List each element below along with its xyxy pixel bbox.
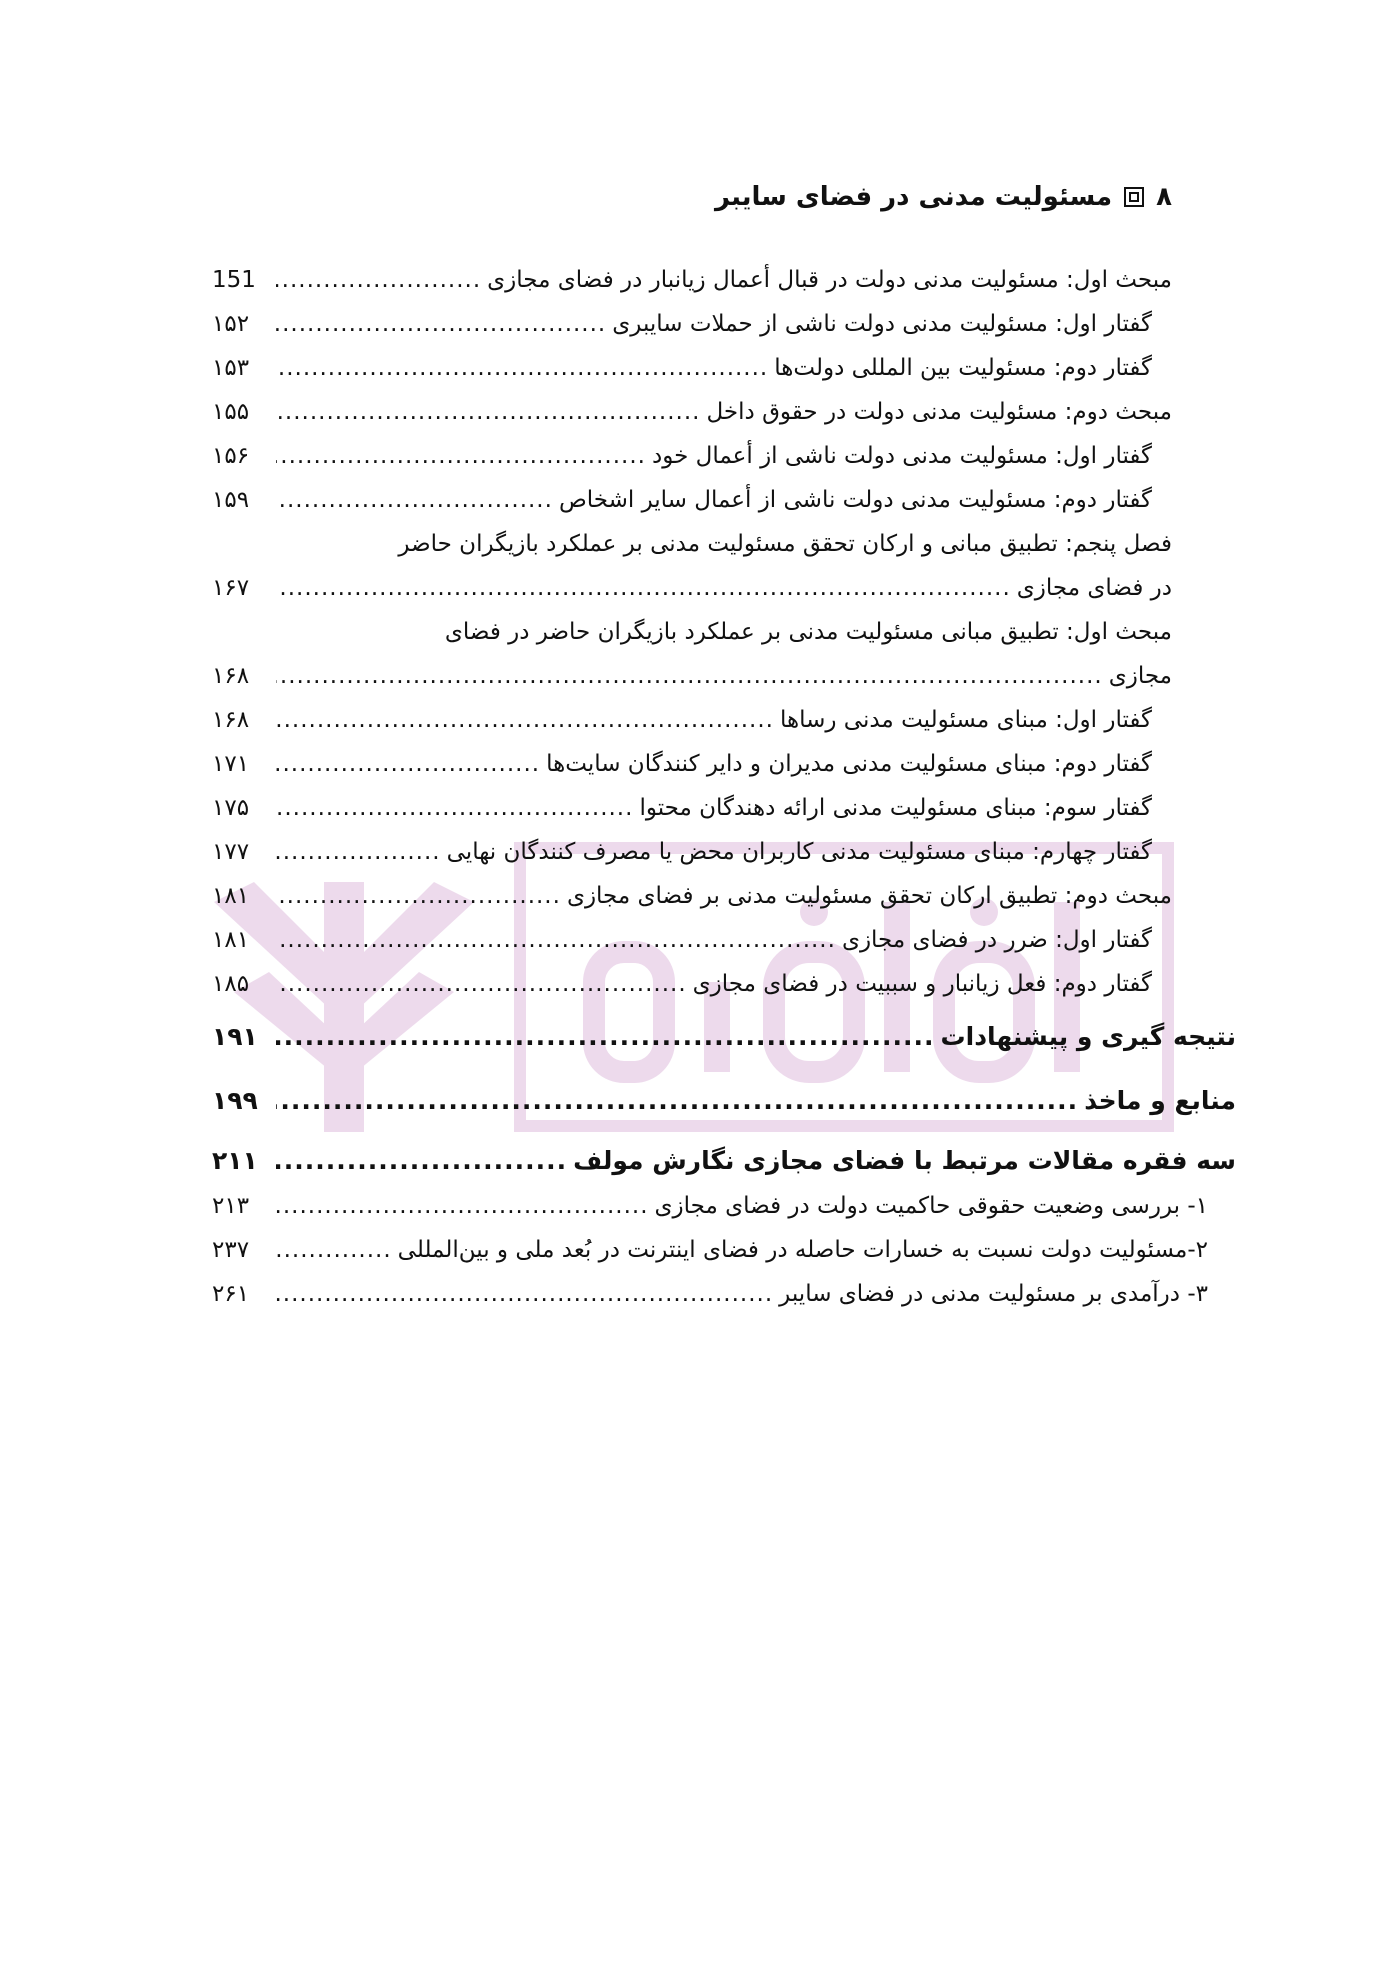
running-header bbox=[715, 182, 1172, 212]
toc-entry-page: ۲۱۱ bbox=[212, 1146, 258, 1175]
toc-entry[interactable] bbox=[212, 478, 1172, 522]
toc-entry[interactable] bbox=[212, 258, 1172, 302]
toc-entry-title: گفتار دوم: مسئولیت بین المللی دولت‌ها bbox=[774, 355, 1152, 381]
toc-entry-page: 151 bbox=[212, 267, 256, 293]
toc-entry-title: نتیجه گیری و پیشنهادات bbox=[940, 1022, 1236, 1051]
toc-leader-dots bbox=[276, 962, 687, 1006]
toc-entry-title: مبحث دوم: تطبیق ارکان تحقق مسئولیت مدنی بر فضای مجازی bbox=[566, 883, 1172, 909]
toc-entry-title: گفتار اول: ضرر در فضای مجازی bbox=[841, 927, 1152, 953]
toc-entry-title: گفتار چهارم: مبنای مسئولیت مدنی کاربران محض یا مصرف کنندگان نهایی bbox=[446, 839, 1152, 865]
toc-entry-page: ۱۹۹ bbox=[212, 1086, 258, 1115]
toc-entry-title: گفتار دوم: مسئولیت مدنی دولت ناشی از أعمال سایر اشخاص bbox=[558, 487, 1152, 513]
toc-entry-page: ۱۸۱ bbox=[212, 883, 250, 909]
toc-leader-dots bbox=[276, 1014, 935, 1060]
toc-leader-dots bbox=[276, 874, 561, 918]
toc-entry-line2 bbox=[212, 654, 1172, 698]
table-of-contents bbox=[212, 258, 1236, 1316]
toc-leader-dots bbox=[276, 1138, 567, 1184]
toc-entry-page: ۱۸۵ bbox=[212, 971, 250, 997]
toc-leader-dots bbox=[276, 918, 836, 962]
toc-entry[interactable] bbox=[212, 830, 1172, 874]
toc-leader-dots bbox=[276, 1272, 773, 1316]
toc-leader-dots bbox=[276, 786, 633, 830]
toc-leader-dots bbox=[276, 566, 1011, 610]
toc-entry-page: ۲۳۷ bbox=[212, 1237, 250, 1263]
toc-entry-title: مبحث اول: مسئولیت مدنی دولت در قبال أعمال زیانبار در فضای مجازی bbox=[487, 267, 1172, 293]
toc-entry-page: ۲۱۳ bbox=[212, 1193, 250, 1219]
toc-entry[interactable] bbox=[212, 786, 1172, 830]
toc-entry-title: منابع و ماخذ bbox=[1084, 1086, 1236, 1115]
toc-entry[interactable] bbox=[212, 390, 1172, 434]
toc-entry-page: ۱۷۵ bbox=[212, 795, 250, 821]
toc-leader-dots bbox=[276, 1078, 1078, 1124]
toc-entry-title: گفتار دوم: مبنای مسئولیت مدنی مدیران و دایر کنندگان سایت‌ها bbox=[546, 751, 1152, 777]
toc-entry-title: مبحث دوم: مسئولیت مدنی دولت در حقوق داخل bbox=[706, 399, 1172, 425]
square-ornament-icon bbox=[1124, 187, 1144, 207]
toc-entry-page: ۱۷۷ bbox=[212, 839, 250, 865]
toc-entry-page: ۱۷۱ bbox=[212, 751, 250, 777]
toc-entry-page: ۱۵۹ bbox=[212, 487, 250, 513]
toc-leader-dots bbox=[276, 434, 646, 478]
toc-leader-dots bbox=[276, 478, 553, 522]
toc-entry-title-line1: مبحث اول: تطبیق مبانی مسئولیت مدنی بر عملکرد بازیگران حاضر در فضای bbox=[444, 619, 1172, 645]
toc-entry-title: ۳- درآمدی بر مسئولیت مدنی در فضای سایبر bbox=[779, 1281, 1208, 1307]
toc-leader-dots bbox=[276, 830, 441, 874]
toc-entry-page: ۱۵۳ bbox=[212, 355, 250, 381]
toc-entry-title: گفتار اول: مسئولیت مدنی دولت ناشی از أعمال خود bbox=[651, 443, 1152, 469]
toc-entry-page: ۱۶۸ bbox=[212, 707, 250, 733]
toc-entry[interactable] bbox=[212, 1228, 1208, 1272]
toc-leader-dots bbox=[276, 302, 606, 346]
toc-entry-page: ۲۶۱ bbox=[212, 1281, 250, 1307]
toc-entry-page: ۱۶۷ bbox=[212, 575, 250, 601]
toc-entry-title: ۲-مسئولیت دولت نسبت به خسارات حاصله در فضای اینترنت در بُعد ملی و بین‌المللی bbox=[397, 1237, 1208, 1263]
toc-entry-title-line1: فصل پنجم: تطبیق مبانی و ارکان تحقق مسئولیت مدنی بر عملکرد بازیگران حاضر bbox=[398, 531, 1172, 557]
toc-entry[interactable] bbox=[212, 698, 1172, 742]
toc-leader-dots bbox=[276, 1228, 392, 1272]
toc-leader-dots bbox=[276, 1184, 649, 1228]
toc-entry-page: ۱۸۱ bbox=[212, 927, 250, 953]
toc-entry-title-line2: در فضای مجازی bbox=[1016, 575, 1172, 601]
toc-entry[interactable] bbox=[212, 742, 1172, 786]
toc-entry-title: گفتار سوم: مبنای مسئولیت مدنی ارائه دهندگان محتوا bbox=[639, 795, 1152, 821]
toc-entry-title: گفتار اول: مبنای مسئولیت مدنی رساها bbox=[779, 707, 1152, 733]
toc-leader-dots bbox=[276, 390, 700, 434]
toc-entry-page: ۱۵۶ bbox=[212, 443, 250, 469]
header-book-title: مسئولیت مدنی در فضای سایبر bbox=[714, 182, 1113, 212]
toc-entry[interactable] bbox=[212, 874, 1172, 918]
toc-entry-bold[interactable] bbox=[212, 1014, 1236, 1060]
toc-entry[interactable] bbox=[212, 962, 1172, 1006]
toc-entry-page: ۱۵۵ bbox=[212, 399, 250, 425]
toc-entry-multiline[interactable] bbox=[212, 610, 1172, 698]
toc-entry-line2 bbox=[212, 566, 1172, 610]
toc-entry-bold[interactable] bbox=[212, 1138, 1236, 1184]
toc-entry-title: گفتار دوم: فعل زیانبار و سببیت در فضای مجازی bbox=[692, 971, 1152, 997]
toc-entry-title: سه فقره مقالات مرتبط با فضای مجازی نگارش مولف bbox=[573, 1146, 1236, 1175]
toc-entry[interactable] bbox=[212, 434, 1172, 478]
toc-leader-dots bbox=[276, 698, 774, 742]
toc-entry[interactable] bbox=[212, 346, 1172, 390]
toc-entry-title: گفتار اول: مسئولیت مدنی دولت ناشی از حملات سایبری bbox=[612, 311, 1152, 337]
toc-entry-page: ۱۵۲ bbox=[212, 311, 250, 337]
toc-entry-title-line2: مجازی bbox=[1108, 663, 1172, 689]
toc-entry-page: ۱۶۸ bbox=[212, 663, 250, 689]
toc-leader-dots bbox=[276, 258, 481, 302]
toc-leader-dots bbox=[276, 742, 540, 786]
toc-entry[interactable] bbox=[212, 918, 1172, 962]
toc-entry-bold[interactable] bbox=[212, 1078, 1236, 1124]
toc-leader-dots bbox=[276, 346, 768, 390]
toc-entry[interactable] bbox=[212, 1184, 1208, 1228]
header-page-number: ۸ bbox=[1156, 182, 1172, 212]
toc-entry-title: ۱- بررسی وضعیت حقوقی حاکمیت دولت در فضای مجازی bbox=[654, 1193, 1208, 1219]
toc-entry-multiline[interactable] bbox=[212, 522, 1172, 610]
toc-entry-page: ۱۹۱ bbox=[212, 1022, 258, 1051]
toc-leader-dots bbox=[276, 654, 1103, 698]
toc-entry[interactable] bbox=[212, 302, 1172, 346]
toc-entry[interactable] bbox=[212, 1272, 1208, 1316]
